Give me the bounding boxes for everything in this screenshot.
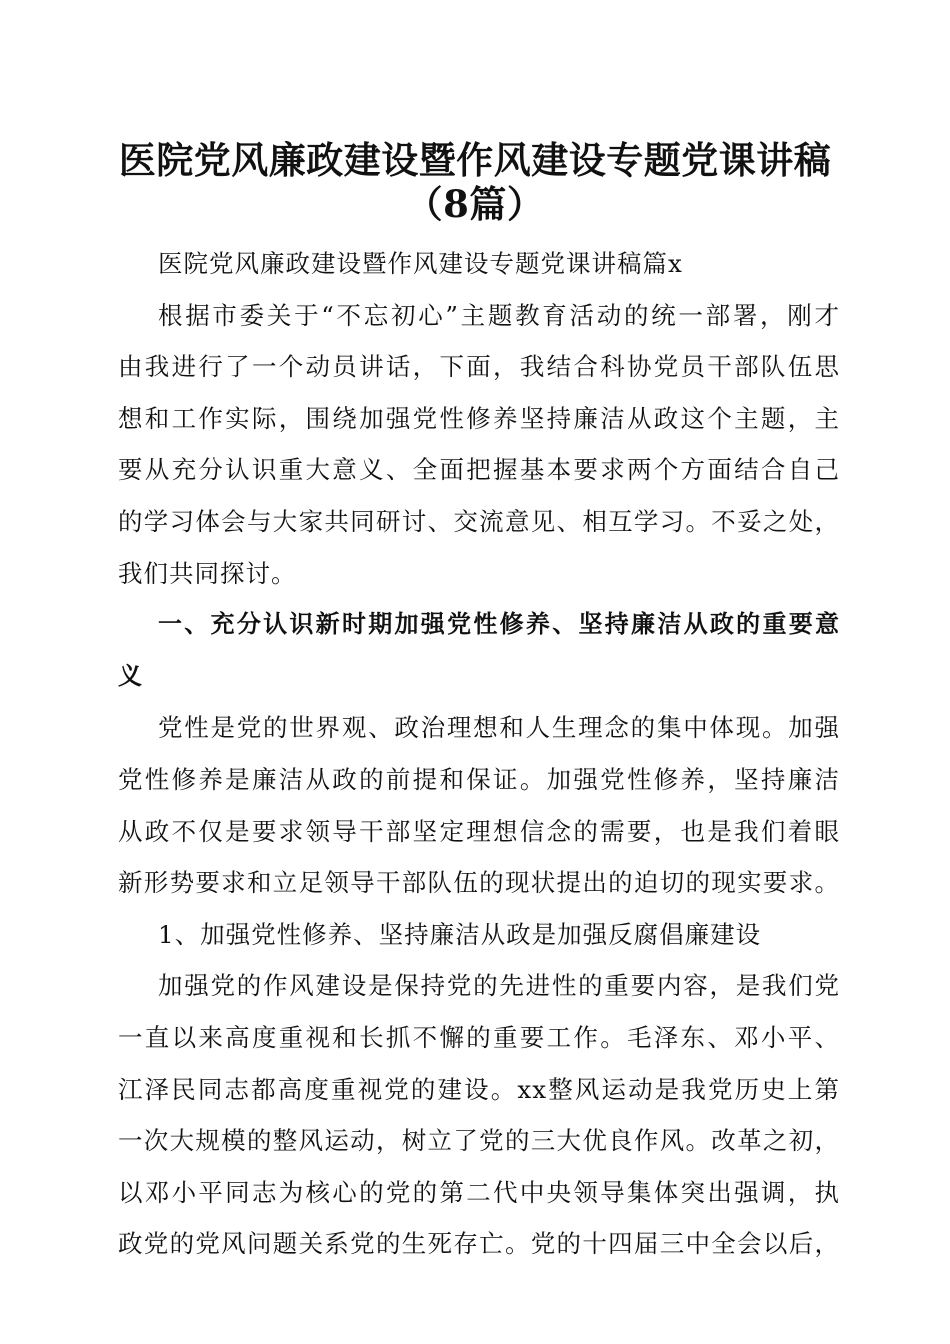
- paragraph-line: 要从充分认识重大意义、全面把握基本要求两个方面结合自己: [118, 455, 840, 485]
- document-body: [118, 238, 840, 1270]
- paragraph-line: 以邓小平同志为核心的党的第二代中央领导集体突出强调，执: [118, 1177, 840, 1207]
- paragraph-line: 我们共同探讨。: [118, 558, 297, 588]
- paragraph-line: 一次大规模的整风运动，树立了党的三大优良作风。改革之初，: [118, 1126, 840, 1156]
- paragraph-line: 一直以来高度重视和长抓不懈的重要工作。毛泽东、邓小平、: [118, 1022, 840, 1052]
- paragraph-line: 党性修养是廉洁从政的前提和保证。加强党性修养，坚持廉洁: [118, 764, 840, 794]
- paragraph-line: 根据市委关于“不忘初心”主题教育活动的统一部署，刚才: [158, 300, 840, 330]
- paragraph-line: 江泽民同志都高度重视党的建设。xx整风运动是我党历史上第: [118, 1074, 840, 1104]
- paragraph-line: 党性是党的世界观、政治理想和人生理念的集中体现。加强: [158, 713, 840, 743]
- paragraph-line: 医院党风廉政建设暨作风建设专题党课讲稿篇x: [158, 249, 683, 278]
- paragraph-line: 政党的党风问题关系党的生死存亡。党的十四届三中全会以后，: [118, 1229, 840, 1259]
- document-title-count: （8篇）: [405, 182, 545, 226]
- document-title: 医院党风廉政建设暨作风建设专题党课讲稿: [118, 138, 832, 182]
- paragraph-line: 1、加强党性修养、坚持廉洁从政是加强反腐倡廉建设: [158, 919, 762, 949]
- paragraph-line: 加强党的作风建设是保持党的先进性的重要内容，是我们党: [158, 971, 840, 1001]
- paragraph-line: 想和工作实际，围绕加强党性修养坚持廉洁从政这个主题，主: [118, 403, 840, 433]
- paragraph-line: 由我进行了一个动员讲话，下面，我结合科协党员干部队伍思: [118, 352, 840, 382]
- paragraph-line: 的学习体会与大家共同研讨、交流意见、相互学习。不妥之处，: [118, 506, 840, 536]
- section-heading-line: 一、充分认识新时期加强党性修养、坚持廉洁从政的重要意: [158, 610, 840, 639]
- section-heading-line: 义: [118, 661, 143, 690]
- paragraph-line: 从政不仅是要求领导干部坚定理想信念的需要，也是我们着眼: [118, 816, 840, 846]
- paragraph-line: 新形势要求和立足领导干部队伍的现状提出的迫切的现实要求。: [118, 868, 840, 898]
